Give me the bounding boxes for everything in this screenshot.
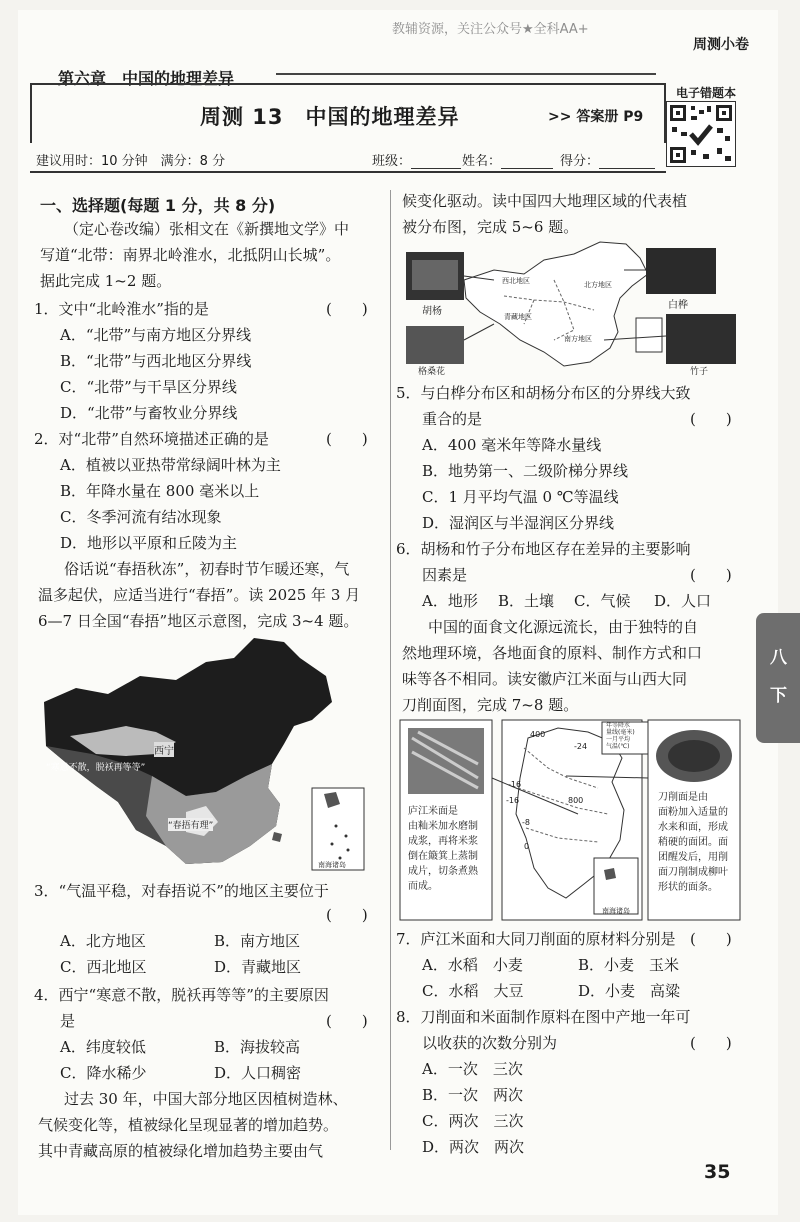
question-stem-cont: 重合的是 (422, 410, 483, 428)
question-stem-cont: 是 (60, 1012, 76, 1030)
option-a[interactable]: A．植被以亚热带常绿阔叶林为主 (60, 456, 281, 474)
isoline-label: -24 (574, 742, 588, 751)
score-field[interactable] (560, 150, 655, 169)
watermark: 教辅资源，关注公众号★全科AA+ (392, 22, 589, 37)
option-b[interactable]: B．年降水量在 800 毫米以上 (60, 482, 260, 500)
option-c[interactable]: C．1 月平均气温 0 ℃等温线 (422, 488, 619, 506)
isoline-label: -16 (506, 796, 520, 805)
answer-paren[interactable]: ( ) (326, 430, 368, 448)
question-8 (396, 1004, 691, 1160)
spring-map-figure (36, 636, 366, 872)
answer-paren[interactable]: ( ) (690, 566, 732, 584)
question-7 (396, 926, 676, 952)
option-b[interactable]: B．一次 两次 (422, 1086, 524, 1104)
question-stem: 2．对“北带”自然环境描述正确的是 (34, 430, 269, 448)
passage-line: 味等各不相同。读安徽庐江米面与山西大同 (402, 670, 688, 688)
option-b[interactable]: B．南方地区 (214, 932, 301, 950)
answer-paren[interactable]: ( ) (690, 1034, 732, 1052)
class-label: 班级： (372, 154, 412, 169)
option-a[interactable]: A．一次 三次 (422, 1060, 523, 1078)
passage-vegetation-cont (402, 188, 687, 240)
noodle-right-caption (658, 790, 728, 895)
chapter-rule (276, 73, 656, 75)
header-bottom-rule (30, 171, 666, 173)
option-b[interactable]: B．“北带”与西北地区分界线 (60, 352, 252, 370)
veg-label-gesang: 格桑花 (418, 367, 446, 377)
caption-line: 庐江米面是 (408, 806, 458, 817)
option-a[interactable]: A．400 毫米年等降水量线 (422, 436, 602, 454)
caption-line: 成浆，再将米浆 (408, 836, 478, 847)
option-d[interactable]: D．人口稠密 (214, 1064, 302, 1082)
caption-line: 而成。 (408, 881, 438, 892)
page-number: 35 (704, 1161, 731, 1183)
caption-line: 团醒发后，用削 (658, 852, 728, 863)
veg-label-populus: 胡杨 (422, 306, 442, 317)
passage-line: 中国的面食文化源远流长，由于独特的自 (428, 618, 699, 636)
isoline-label: 400 (530, 730, 546, 739)
option-c[interactable]: C．冬季河流有结冰现象 (60, 508, 222, 526)
passage-line: 气候变化等，植被绿化呈现显著的增加趋势。 (38, 1116, 339, 1134)
question-stem: 3．“气温平稳，对春捂说不”的地区主要位于 (34, 882, 329, 900)
passage-line: 然地理环境，各地面食的原料、制作方式和口 (402, 644, 703, 662)
chapter-title: 第六章 中国的地理差异 (58, 69, 235, 88)
veg-label-birch: 白桦 (668, 300, 688, 311)
option-c[interactable]: C．两次 三次 (422, 1112, 524, 1130)
map-inset-label: 南海诸岛 (602, 907, 630, 915)
legend-line: 气温(℃) (606, 743, 630, 750)
passage-line: 俗话说“春捂秋冻”，初春时节乍暖还寒，气 (64, 560, 350, 578)
isoline-label: 0 (524, 842, 530, 851)
passage-line: 被分布图，完成 5~6 题。 (402, 218, 579, 236)
option-d[interactable]: D．湿润区与半湿润区分界线 (422, 514, 615, 532)
noodle-map-figure (398, 718, 742, 922)
vegetation-map-figure (404, 240, 740, 377)
caption-line: 成片，切条煮熟 (408, 866, 478, 877)
intro-line: （定心卷改编）张相文在《新撰地文学》中 (64, 220, 350, 238)
caption-line: 面粉加入适量的 (658, 807, 728, 818)
qr-code-icon[interactable] (666, 101, 736, 167)
caption-line: 稍硬的面团。面 (658, 837, 728, 848)
page-title: 周测 13 中国的地理差异 (200, 105, 460, 129)
map-inset-label: 南海诸岛 (318, 861, 346, 869)
question-stem: 7．庐江米面和大同刀削面的原材料分别是 (396, 930, 676, 948)
option-d[interactable]: D．地形以平原和丘陵为主 (60, 534, 238, 552)
answer-paren[interactable]: ( ) (326, 1012, 368, 1030)
passage-vegetation (38, 1086, 348, 1164)
caption-line: 水来和面，形成 (658, 822, 728, 833)
isoline-label: 800 (568, 796, 584, 805)
answer-paren[interactable]: ( ) (690, 930, 732, 948)
question-1 (34, 296, 251, 426)
name-blank[interactable] (501, 155, 553, 169)
caption-line: 形状的面条。 (658, 882, 718, 893)
region-label-north: 北方地区 (584, 281, 612, 289)
legend-line: 量线(毫米) (606, 729, 635, 736)
noodle-legend (606, 722, 635, 750)
option-b[interactable]: B．地势第一、二级阶梯分界线 (422, 462, 629, 480)
option-a[interactable]: A．纬度较低 (60, 1038, 146, 1056)
passage-line: 6—7 日全国“春捂”地区示意图，完成 3~4 题。 (38, 612, 359, 630)
map-label-spring: “春捂有理” (168, 818, 213, 831)
option-c[interactable]: C．水稻 大豆 (422, 982, 524, 1000)
question-6 (396, 536, 691, 588)
option-b[interactable]: B．海拔较高 (214, 1038, 301, 1056)
answer-paren[interactable]: ( ) (690, 410, 732, 428)
china-map-spring (36, 636, 366, 872)
score-label: 得分： (560, 154, 600, 169)
option-a[interactable]: A．“北带”与南方地区分界线 (60, 326, 252, 344)
region-label-qingzang: 青藏地区 (504, 313, 532, 321)
question-4 (34, 982, 329, 1034)
grade-side-tab[interactable] (756, 613, 800, 743)
intro-passage (40, 216, 349, 294)
caption-line: 倒在簸箕上蒸制 (408, 851, 478, 862)
map-label-cold: “寒意不散，脱袄再等等” (46, 763, 146, 773)
question-stem: 4．西宁“寒意不散，脱袄再等等”的主要原因 (34, 986, 329, 1004)
region-label-northwest: 西北地区 (502, 277, 530, 285)
answer-paren[interactable]: ( ) (326, 906, 368, 924)
passage-noodles (402, 614, 702, 718)
option-d[interactable]: D．青藏地区 (214, 958, 302, 976)
caption-line: 面刀削制成柳叶 (658, 867, 728, 878)
question-5 (396, 380, 691, 536)
option-c[interactable]: C．“北带”与干旱区分界线 (60, 378, 237, 396)
tab-char: 下 (770, 686, 787, 706)
passage-line: 候变化驱动。读中国四大地理区域的代表植 (402, 192, 688, 210)
caption-line: 刀削面是由 (658, 792, 708, 803)
option-d[interactable]: D．小麦 高粱 (578, 982, 681, 1000)
passage-line: 其中青藏高原的植被绿化增加趋势主要由气 (38, 1142, 324, 1160)
intro-line: 写道“北带：南界北岭淮水，北抵阴山长城”。 (40, 246, 341, 264)
map-label-xining: 西宁 (154, 742, 174, 757)
score-blank[interactable] (599, 155, 655, 169)
qr-label: 电子错题本 (676, 86, 737, 100)
class-blank[interactable] (411, 155, 461, 169)
name-field[interactable] (462, 150, 553, 169)
question-stem: 5．与白桦分布区和胡杨分布区的分界线大致 (396, 384, 691, 402)
class-field[interactable] (372, 150, 461, 169)
option-b[interactable]: B．土壤 (498, 592, 555, 610)
name-label: 姓名： (462, 154, 502, 169)
question-stem: 6．胡杨和竹子分布地区存在差异的主要影响 (396, 540, 691, 558)
question-stem: 8．刀削面和米面制作原料在图中产地一年可 (396, 1008, 691, 1026)
option-d[interactable]: D．“北带”与畜牧业分界线 (60, 404, 238, 422)
isoline-label: -8 (522, 818, 530, 827)
option-c[interactable]: C．气候 (574, 592, 631, 610)
veg-label-bamboo: 竹子 (690, 367, 709, 377)
noodle-left-caption (408, 804, 478, 894)
option-c[interactable]: C．降水稀少 (60, 1064, 147, 1082)
region-label-south: 南方地区 (564, 335, 592, 343)
question-3 (34, 878, 329, 904)
caption-line: 由籼米加水磨制 (408, 821, 478, 832)
section-heading: 一、选择题(每题 1 分，共 8 分) (40, 196, 276, 215)
passage-line: 过去 30 年，中国大部分地区因植树造林、 (64, 1090, 348, 1108)
option-d[interactable]: D．人口 (654, 592, 712, 610)
passage-line: 刀削面图，完成 7~8 题。 (402, 696, 579, 714)
intro-line: 据此完成 1~2 题。 (40, 272, 172, 290)
question-stem-cont: 因素是 (422, 566, 468, 584)
series-label: 周测小卷 (693, 37, 749, 53)
question-2 (34, 426, 281, 556)
option-a[interactable]: A．水稻 小麦 (422, 956, 523, 974)
passage-line: 温多起伏，应适当进行“春捂”。读 2025 年 3 月 (38, 586, 361, 604)
isoline-label: -16 (508, 780, 522, 789)
option-c[interactable]: C．西北地区 (60, 958, 147, 976)
option-b[interactable]: B．小麦 玉米 (578, 956, 680, 974)
column-divider (390, 190, 391, 1150)
question-stem: 1．文中“北岭淮水”指的是 (34, 300, 209, 318)
answer-reference: >> 答案册 P9 (548, 109, 644, 125)
legend-line: 一月平均 (606, 736, 631, 743)
option-d[interactable]: D．两次 两次 (422, 1138, 525, 1156)
option-a[interactable]: A．北方地区 (60, 932, 146, 950)
option-a[interactable]: A．地形 (422, 592, 478, 610)
time-score-info: 建议用时：10 分钟 满分：8 分 (36, 154, 226, 169)
legend-line: 年等降水 (606, 722, 631, 729)
passage-spring (38, 556, 360, 634)
answer-paren[interactable]: ( ) (326, 300, 368, 318)
question-stem-cont: 以收获的次数分别为 (422, 1034, 558, 1052)
tab-char: 八 (770, 648, 787, 668)
